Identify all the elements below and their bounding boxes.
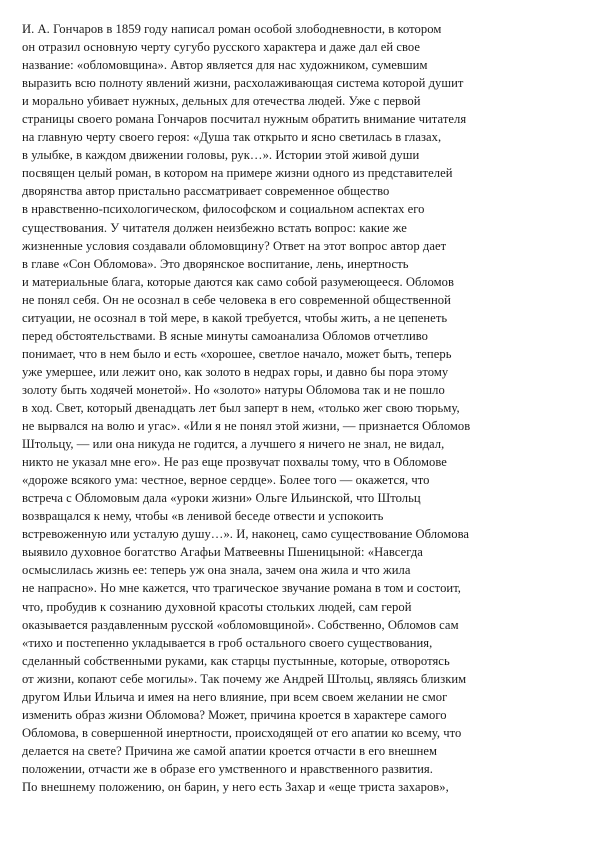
text-line: ситуации, не осознал в той мере, в какой требуется, чтобы жить, а не цепенеть bbox=[22, 310, 448, 325]
text-line: делается на свете? Причина же самой апатии кроется отчасти в его внешнем bbox=[22, 743, 438, 758]
text-line: не понял себя. Он не осознал в себе человека в его современной общественной bbox=[22, 292, 451, 307]
text-line: изменить образ жизни Обломова? Может, причина кроется в характере самого bbox=[22, 707, 447, 722]
text-line: «дороже всякого ума: честное, верное сердце». Более того — окажется, что bbox=[22, 473, 430, 488]
text-line: на главную черту своего героя: «Душа так открыто и ясно светилась в глазах, bbox=[22, 130, 442, 145]
text-line: название: «обломовщина». Автор является для нас художником, сумевшим bbox=[22, 58, 428, 73]
text-line: он отразил основную черту сугубо русского характера и даже дал ей свое bbox=[22, 40, 421, 55]
text-line: в нравственно-психологическом, философском и социальном аспектах его bbox=[22, 202, 425, 217]
text-line: выразить всю полноту явлений жизни, расхолаживающая система которой душит bbox=[22, 76, 464, 91]
text-line: уже умершее, или лежит оно, как золото в недрах горы, и давно бы пора этому bbox=[22, 364, 449, 379]
text-line: встревоженную или усталую душу…». И, наконец, само существование Обломова bbox=[22, 527, 470, 542]
text-line: По внешнему положению, он барин, у него есть Захар и «еще триста захаров», bbox=[22, 779, 449, 794]
text-line: встреча с Обломовым дала «уроки жизни» Ольге Ильинской, что Штольц bbox=[22, 491, 421, 506]
text-line: в ход. Свет, который двенадцать лет был заперт в нем, «только жег свою тюрьму, bbox=[22, 400, 460, 415]
text-line: понимает, что в нем было и есть «хорошее, светлое начало, может быть, теперь bbox=[22, 346, 452, 361]
text-line: жизненные условия создавали обломовщину? Ответ на этот вопрос автор дает bbox=[22, 238, 447, 253]
text-line: никто не указал мне его». Не раз еще прозвучат похвалы тому, что в Обломове bbox=[22, 455, 447, 470]
text-line: дворянства автор пристально рассматривает современное общество bbox=[22, 184, 390, 199]
text-line: оказывается раздавленным русской «обломовщиной». Собственно, Обломов сам bbox=[22, 617, 459, 632]
text-line: И. А. Гончаров в 1859 году написал роман особой злободневности, в котором bbox=[22, 22, 442, 36]
text-line: «тихо и постепенно укладывается в гроб остального своего существования, bbox=[22, 635, 433, 650]
text-line: возвращался к нему, чтобы «в ленивой беседе отвести и успокоить bbox=[22, 509, 384, 524]
text-line: перед обстоятельствами. В ясные минуты самоанализа Обломов отчетливо bbox=[22, 328, 428, 343]
text-line: выявило духовное богатство Агафьи Матвеевны Пшеницыной: «Навсегда bbox=[22, 545, 423, 560]
text-line: Штольцу, — или она никуда не годится, а лучшего я ничего не знал, не видал, bbox=[22, 437, 445, 452]
text-line: положении, отчасти же в образе его умственного и нравственного развития. bbox=[22, 761, 433, 776]
text-line: существования. У читателя должен неизбежно встать вопрос: какие же bbox=[22, 220, 407, 235]
text-line: страницы своего романа Гончаров посчитал нужным обратить внимание читателя bbox=[22, 112, 467, 127]
essay-text bbox=[22, 20, 582, 796]
text-line: сделанный собственными руками, как старцы пустынные, которые, отворотясь bbox=[22, 653, 450, 668]
text-line: и морально убивает нужных, дельных для отечества людей. Уже с первой bbox=[22, 94, 421, 109]
text-line: Обломова, в совершенной инертности, происходящей от его апатии ко всему, что bbox=[22, 725, 462, 740]
text-line: другом Ильи Ильича и имея на него влияние, при всем своем желании не смог bbox=[22, 689, 448, 704]
text-line: не напрасно». Но мне кажется, что трагическое звучание романа в том и состоит, bbox=[22, 581, 462, 596]
text-line: золоту быть ходячей монетой». Но «золото» натуры Обломова так и не пошло bbox=[22, 382, 445, 397]
text-line: от жизни, копают себе могилы». Так почему же Андрей Штольц, являясь близким bbox=[22, 671, 467, 686]
text-line: и материальные блага, которые даются как само собой разумеющееся. Обломов bbox=[22, 274, 454, 289]
text-line: осмыслилась жизнь ее: теперь уж она знала, зачем она жила и что жила bbox=[22, 563, 411, 578]
text-line: что, пробудив к сознанию духовной красоты стольких людей, сам герой bbox=[22, 599, 412, 614]
text-line: не вырвался на волю и угас». «Или я не понял этой жизни, — признается Обломов bbox=[22, 419, 471, 434]
text-line: в улыбке, в каждом движении головы, рук…». Истории этой живой души bbox=[22, 148, 420, 163]
text-line: посвящен целый роман, в котором на примере жизни одного из представителей bbox=[22, 166, 453, 181]
text-line: в главе «Сон Обломова». Это дворянское воспитание, лень, инертность bbox=[22, 256, 409, 271]
